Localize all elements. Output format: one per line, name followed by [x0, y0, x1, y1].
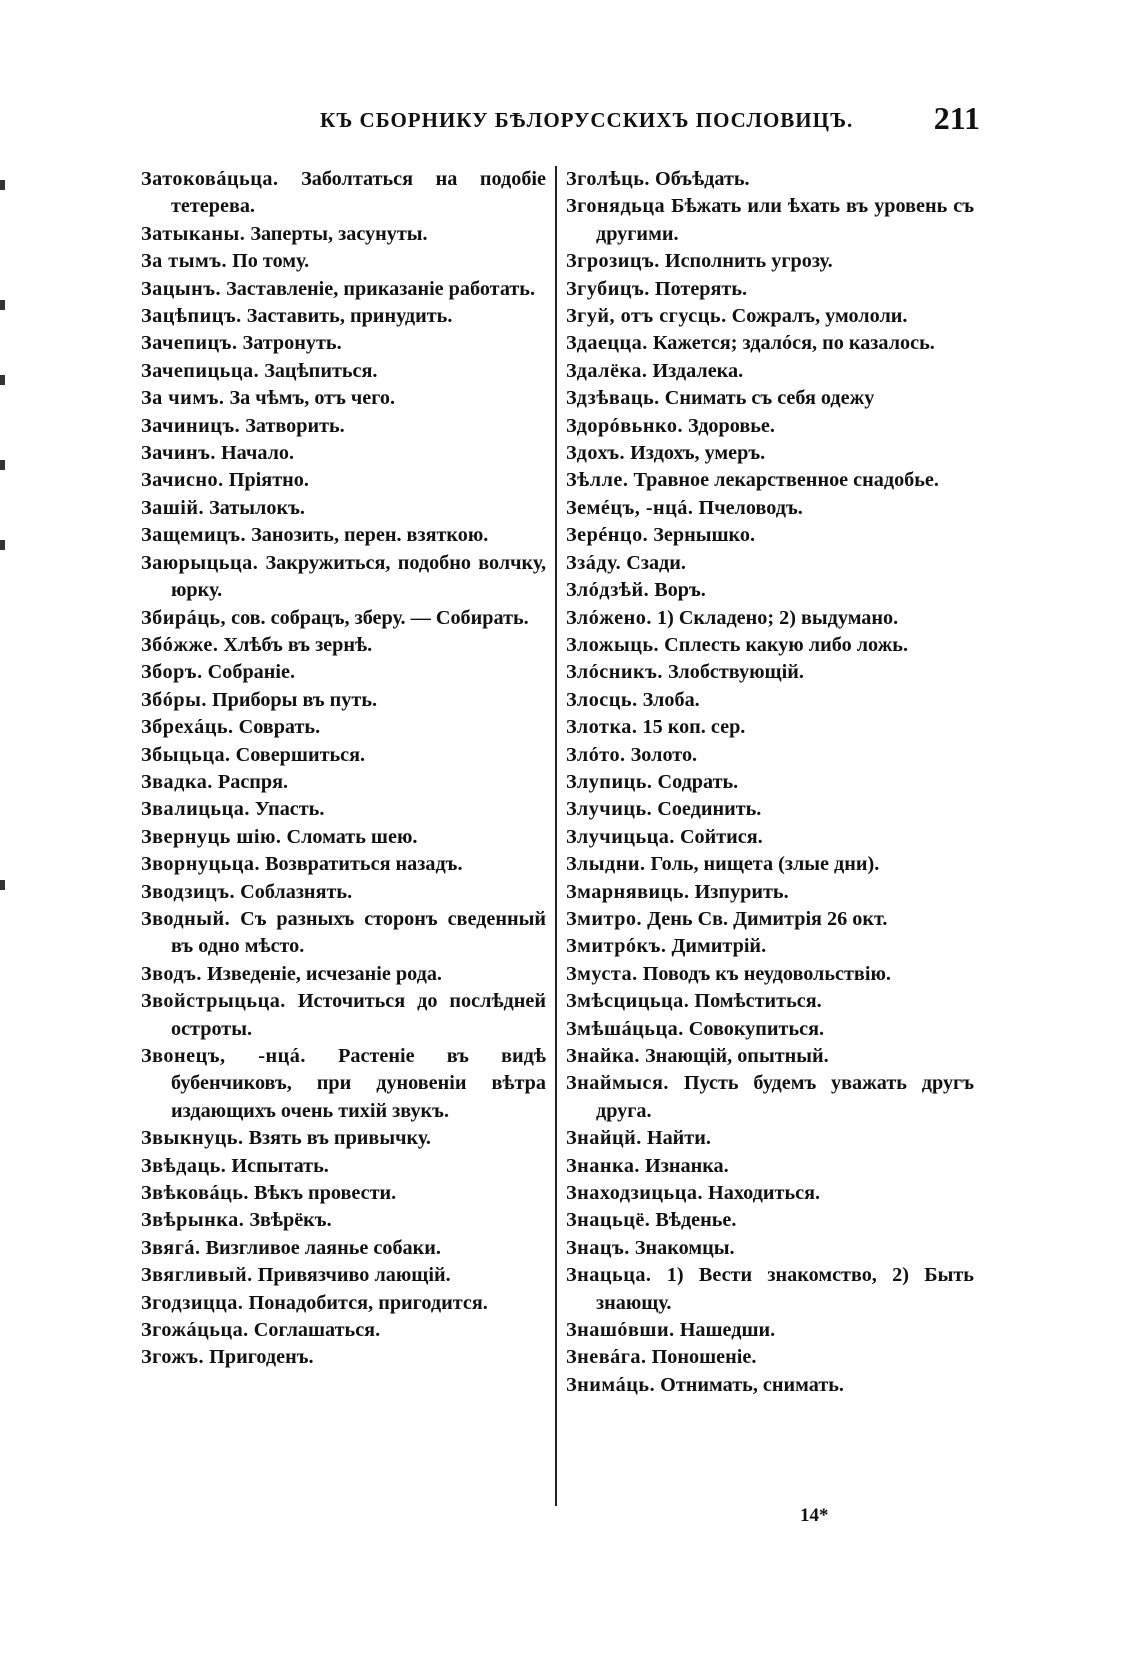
dictionary-entry — [141, 742, 546, 769]
entry-headword: Зборъ. — [141, 661, 203, 684]
entry-headword: Звонецъ, -нцá. — [141, 1045, 306, 1067]
entry-definition: Исполнить угрозу. — [664, 250, 833, 273]
dictionary-entry — [566, 303, 974, 330]
entry-headword: Згубицъ. — [566, 277, 650, 300]
dictionary-entry — [141, 879, 546, 906]
entry-headword: Заюрыцьца. — [141, 551, 259, 574]
entry-definition: Заставить, принудить. — [246, 305, 453, 328]
entry-definition: 15 коп. сер. — [642, 716, 746, 739]
margin-mark — [0, 880, 5, 890]
entry-definition: Снимать съ себя одежу — [664, 387, 875, 410]
page-header — [300, 100, 980, 140]
entry-definition: Голь, нищета (злые дни). — [650, 853, 880, 876]
entry-headword: Злóсникъ. — [566, 661, 663, 684]
dictionary-entry — [141, 440, 546, 467]
entry-headword: Звѣдаць. — [141, 1154, 227, 1177]
dictionary-entry — [566, 193, 974, 248]
entry-headword: Знацъ. — [566, 1236, 630, 1259]
dictionary-entry — [141, 166, 546, 221]
entry-headword: Знайка. — [566, 1045, 640, 1067]
entry-headword: За тымъ. — [141, 250, 228, 273]
entry-headword: Зводный. — [141, 907, 231, 930]
entry-headword: Зачепицъ. — [141, 332, 238, 355]
entry-headword: Зачепицьца. — [141, 359, 260, 382]
entry-definition: Зернышко. — [653, 524, 756, 547]
entry-headword: Защемицъ. — [141, 524, 247, 547]
entry-headword: Звалицьца. — [141, 798, 250, 821]
entry-definition: Испытать. — [231, 1154, 329, 1177]
entry-headword: Звѣковáць. — [141, 1182, 249, 1205]
entry-definition: Сожралъ, умололи. — [731, 305, 908, 328]
entry-headword: Знацьцё. — [566, 1209, 651, 1232]
dictionary-entry — [141, 221, 546, 248]
entry-definition: Пусть будемъ уважать другъ друга. — [596, 1072, 974, 1122]
dictionary-entry — [566, 550, 974, 577]
entry-definition: Источиться до послѣдней остроты. — [171, 990, 546, 1040]
entry-definition: Распря. — [217, 770, 289, 793]
dictionary-entry — [141, 385, 546, 412]
dictionary-entry — [566, 769, 974, 796]
entry-definition: Собраніе. — [207, 661, 296, 684]
dictionary-entry — [141, 769, 546, 796]
entry-headword: Збóры. — [141, 688, 207, 711]
dictionary-entry — [141, 522, 546, 549]
entry-definition: Заперты, засунуты. — [250, 222, 428, 245]
entry-headword: Знацьца. — [566, 1264, 652, 1287]
entry-definition: Взять въ привычку. — [248, 1127, 431, 1150]
entry-definition: Сплесть какую либо ложь. — [664, 633, 908, 656]
dictionary-entry — [141, 906, 546, 961]
entry-definition: Привязчиво лающій. — [257, 1264, 451, 1287]
entry-definition: Поношеніе. — [651, 1346, 757, 1369]
signature-mark: 14* — [800, 1505, 829, 1526]
entry-headword: Збыцьца. — [141, 743, 231, 766]
entry-headword: Зневáга. — [566, 1346, 647, 1369]
running-title: КЪ СБОРНИКУ БѢЛОРУССКИХЪ ПОСЛОВИЦЪ. — [320, 108, 854, 132]
dictionary-entry — [566, 522, 974, 549]
entry-headword: Злóжено. — [566, 606, 652, 629]
entry-definition: Возвратиться назадъ. — [265, 853, 463, 876]
entry-definition: Пчеловодъ. — [698, 496, 803, 519]
entry-headword: Звадка. — [141, 770, 213, 793]
dictionary-entry — [141, 659, 546, 686]
dictionary-entry — [566, 358, 974, 385]
entry-definition: Объѣдать. — [655, 168, 750, 190]
entry-headword: Звернуць шiю. — [141, 825, 282, 848]
dictionary-entry — [566, 1344, 974, 1371]
dictionary-entry — [566, 796, 974, 823]
dictionary-entry — [141, 1180, 546, 1207]
entry-definition: Понадобится, пригодится. — [248, 1291, 488, 1314]
entry-headword: Зерéнцо. — [566, 524, 649, 547]
dictionary-entry — [141, 358, 546, 385]
dictionary-entry — [566, 1016, 974, 1043]
entry-headword: Зацѣпицъ. — [141, 305, 242, 328]
dictionary-entry — [141, 988, 546, 1043]
entry-definition: Вѣденье. — [655, 1209, 737, 1232]
margin-mark — [0, 300, 5, 310]
entry-headword: Зачиницъ. — [141, 414, 241, 437]
entry-definition: День Св. Димитрія 26 окт. — [647, 907, 888, 930]
entry-headword: Земéцъ, -нцá. — [566, 496, 694, 519]
entry-definition: Затронуть. — [242, 332, 342, 355]
entry-headword: Збрехáць. — [141, 716, 234, 739]
entry-definition: Хлѣбъ въ зернѣ. — [223, 633, 373, 656]
entry-definition: Заставленіе, приказаніе работать. — [226, 277, 536, 300]
dictionary-entry — [141, 1125, 546, 1152]
dictionary-entry — [141, 605, 546, 632]
entry-definition: Знакомцы. — [634, 1236, 735, 1259]
entry-definition: Затылокъ. — [209, 496, 305, 519]
entry-definition: Отнимать, снимать. — [660, 1373, 844, 1396]
entry-headword: Здаецца. — [566, 332, 648, 355]
entry-headword: Знаходзицьца. — [566, 1182, 703, 1205]
dictionary-entry — [141, 961, 546, 988]
entry-headword: За чимъ. — [141, 387, 225, 410]
dictionary-entry — [566, 276, 974, 303]
dictionary-entry — [566, 440, 974, 467]
entry-definition: Изведеніе, исчезаніе рода. — [207, 962, 442, 985]
entry-headword: Здзѣваць. — [566, 387, 660, 410]
entry-headword: Зашій. — [141, 496, 205, 519]
entry-headword: Зворнуцьца. — [141, 853, 261, 876]
entry-headword: Злóто. — [566, 743, 626, 766]
entry-headword: Зголѣць. — [566, 168, 650, 190]
entry-definition: Затворить. — [245, 414, 345, 437]
dictionary-entry — [141, 687, 546, 714]
dictionary-entry — [141, 1317, 546, 1344]
dictionary-entry — [566, 1235, 974, 1262]
entry-headword: Знанка. — [566, 1154, 640, 1177]
left-column — [141, 166, 546, 1372]
entry-headword: Ззáду. — [566, 551, 622, 574]
dictionary-entry — [566, 1317, 974, 1344]
dictionary-entry — [566, 961, 974, 988]
entry-definition: По тому. — [232, 250, 310, 273]
entry-definition: Начало. — [220, 442, 295, 465]
dictionary-entry — [566, 1125, 974, 1152]
entry-headword: Здалёка. — [566, 359, 648, 382]
dictionary-entry — [566, 166, 974, 193]
dictionary-entry — [566, 605, 974, 632]
entry-headword: Злосць. — [566, 688, 638, 711]
entry-headword: Здохъ. — [566, 442, 626, 465]
dictionary-entry — [566, 413, 974, 440]
entry-headword: Злупиць. — [566, 770, 653, 793]
dictionary-entry — [141, 248, 546, 275]
entry-headword: Згодзицца. — [141, 1291, 244, 1314]
entry-definition: Вѣкъ провести. — [254, 1182, 397, 1205]
entry-headword: Затыканы. — [141, 222, 246, 245]
entry-definition: Травное лекарственное снадобье. — [633, 469, 939, 492]
entry-headword: Злотка. — [566, 716, 638, 739]
entry-definition: Сломать шею. — [286, 825, 418, 848]
dictionary-entry — [141, 413, 546, 440]
dictionary-entry — [566, 1372, 974, 1399]
entry-definition: Потерять. — [654, 277, 748, 300]
entry-definition: Соблазнять. — [240, 880, 353, 903]
entry-definition: Визгливое лаянье собаки. — [205, 1236, 441, 1259]
margin-mark — [0, 375, 5, 385]
dictionary-entry — [141, 632, 546, 659]
dictionary-entry — [141, 1344, 546, 1371]
dictionary-entry — [566, 248, 974, 275]
entry-headword: Злучицьца. — [566, 825, 675, 848]
entry-definition: Бѣжать или ѣхать въ уровень съ другими. — [596, 195, 975, 245]
dictionary-entry — [141, 714, 546, 741]
entry-headword: Згонядьца — [566, 195, 666, 218]
entry-headword: Злóдзѣй. — [566, 579, 650, 602]
entry-definition: Помѣститься. — [694, 990, 822, 1013]
entry-definition: Находиться. — [708, 1182, 821, 1205]
dictionary-entry — [141, 1235, 546, 1262]
entry-headword: Згрозицъ. — [566, 250, 660, 273]
entry-headword: Згуй, отъ сгусць. — [566, 305, 727, 328]
dictionary-entry — [566, 467, 974, 494]
dictionary-entry — [566, 1180, 974, 1207]
entry-headword: Затоковáцьца. — [141, 168, 279, 190]
dictionary-entry — [141, 824, 546, 851]
dictionary-entry — [141, 467, 546, 494]
entry-headword: Злыдни. — [566, 853, 646, 876]
entry-definition: Пріятно. — [228, 469, 309, 492]
entry-headword: Згожáцьца. — [141, 1319, 249, 1342]
entry-definition: Упасть. — [254, 798, 325, 821]
entry-headword: Злучиць. — [566, 798, 653, 821]
entry-headword: Звойстрыцьца. — [141, 990, 286, 1013]
entry-definition: Злобствующій. — [668, 661, 804, 684]
dictionary-entry — [141, 495, 546, 522]
entry-headword: Звягá. — [141, 1236, 201, 1259]
dictionary-entry — [566, 1207, 974, 1234]
entry-headword: Змуста. — [566, 962, 638, 985]
dictionary-entry — [566, 714, 974, 741]
dictionary-entry — [141, 303, 546, 330]
dictionary-entry — [141, 276, 546, 303]
entry-definition: Воръ. — [654, 579, 706, 602]
entry-headword: Знаймыся. — [566, 1072, 669, 1095]
entry-definition: сов. собрацъ, зберу. — Собирать. — [231, 606, 529, 629]
entry-headword: Збóжже. — [141, 633, 219, 656]
entry-definition: Знающій, опытный. — [645, 1045, 829, 1067]
entry-definition: Изпурить. — [694, 880, 789, 903]
entry-definition: Приборы въ путь. — [211, 688, 378, 711]
entry-headword: Змарнявиць. — [566, 880, 690, 903]
entry-headword: Зачисно. — [141, 469, 224, 492]
entry-headword: Змитрóкъ. — [566, 935, 667, 958]
dictionary-entry — [566, 851, 974, 878]
entry-headword: Звыкнуць. — [141, 1127, 244, 1150]
dictionary-entry — [566, 988, 974, 1015]
dictionary-entry — [566, 824, 974, 851]
entry-definition: Злоба. — [642, 688, 700, 711]
dictionary-entry — [141, 1290, 546, 1317]
dictionary-entry — [141, 1153, 546, 1180]
entry-definition: Соврать. — [238, 716, 321, 739]
margin-mark — [0, 460, 5, 470]
column-divider — [555, 166, 557, 1506]
entry-definition: Пригоденъ. — [209, 1346, 314, 1369]
dictionary-entry — [566, 1070, 974, 1125]
entry-headword: Знайцй. — [566, 1127, 642, 1150]
entry-definition: Димитрій. — [671, 935, 767, 958]
entry-headword: Змитро. — [566, 907, 643, 930]
entry-headword: Здорóвьнко. — [566, 414, 683, 437]
dictionary-entry — [566, 933, 974, 960]
entry-definition: Золото. — [630, 743, 698, 766]
dictionary-entry — [566, 687, 974, 714]
dictionary-entry — [566, 577, 974, 604]
entry-definition: Съ разныхъ сторонъ сведенный въ одно мѣсто. — [171, 907, 546, 958]
entry-definition: Содрать. — [657, 770, 739, 793]
entry-definition: Здоровье. — [688, 414, 775, 437]
entry-headword: Збирáць, — [141, 606, 227, 629]
dictionary-entry — [566, 632, 974, 659]
entry-headword: Зачинъ. — [141, 442, 216, 465]
entry-definition: 1) Складено; 2) выдумано. — [656, 606, 899, 629]
dictionary-entry — [141, 1207, 546, 1234]
entry-headword: Змѣшáцьца. — [566, 1017, 684, 1040]
entry-definition: Сзади. — [626, 551, 686, 574]
entry-headword: Змѣсцицьца. — [566, 990, 690, 1013]
entry-definition: Издохъ, умеръ. — [630, 442, 766, 465]
dictionary-entry — [566, 659, 974, 686]
dictionary-entry — [566, 1153, 974, 1180]
dictionary-entry — [566, 879, 974, 906]
dictionary-entry — [566, 330, 974, 357]
entry-definition: Сойтися. — [679, 825, 763, 848]
dictionary-entry — [141, 330, 546, 357]
dictionary-entry — [141, 550, 546, 605]
dictionary-entry — [566, 495, 974, 522]
entry-headword: Знашóвши. — [566, 1319, 675, 1342]
dictionary-entry — [141, 851, 546, 878]
entry-definition: Кажется; здалóся, по казалось. — [652, 332, 935, 355]
margin-mark — [0, 180, 5, 190]
entry-headword: Звягливый. — [141, 1264, 253, 1287]
dictionary-entry — [566, 742, 974, 769]
entry-definition: Занозить, перен. взяткою. — [251, 524, 489, 547]
entry-definition: Нашедши. — [679, 1319, 776, 1342]
dictionary-entry — [566, 385, 974, 412]
dictionary-entry — [141, 796, 546, 823]
entry-definition: 1) Вести знакомство, 2) Быть знающу. — [596, 1264, 974, 1314]
entry-definition: Совершиться. — [235, 743, 366, 766]
entry-definition: Заболтаться на подобіе тетерева. — [171, 168, 547, 218]
entry-headword: Зводзицъ. — [141, 880, 236, 903]
dictionary-entry — [566, 1262, 974, 1317]
entry-definition: Звѣрёкъ. — [249, 1209, 332, 1232]
entry-headword: Знимáць. — [566, 1373, 656, 1396]
dictionary-entry — [566, 906, 974, 933]
entry-definition: Растеніе въ видѣ бубенчиковъ, при дуновеніи вѣтра издающихъ очень тихій звукъ. — [171, 1045, 546, 1122]
margin-mark — [0, 540, 5, 550]
entry-definition: Закружиться, подобно волчку, юрку. — [171, 551, 546, 602]
entry-definition: Соединить. — [657, 798, 762, 821]
entry-definition: Поводъ къ неудовольствію. — [642, 962, 891, 985]
entry-headword: Зложыць. — [566, 633, 660, 656]
entry-headword: Зѣлле. — [566, 469, 629, 492]
entry-definition: Зацѣпиться. — [264, 359, 378, 382]
dictionary-entry — [141, 1262, 546, 1289]
entry-definition: Совокупиться. — [688, 1017, 825, 1040]
right-column — [566, 166, 974, 1399]
dictionary-entry — [566, 1043, 974, 1070]
entry-definition: Соглашаться. — [253, 1319, 381, 1342]
page-number: 211 — [933, 100, 980, 136]
entry-definition: Найти. — [646, 1127, 711, 1150]
entry-definition: За чѣмъ, отъ чего. — [229, 387, 396, 410]
entry-headword: Зводъ. — [141, 962, 202, 985]
entry-headword: Зацынъ. — [141, 277, 222, 300]
entry-headword: Згожъ. — [141, 1346, 205, 1369]
dictionary-entry — [141, 1043, 546, 1125]
entry-headword: Звѣрынка. — [141, 1209, 245, 1232]
entry-definition: Издалека. — [652, 359, 744, 382]
entry-definition: Изнанка. — [645, 1154, 729, 1177]
